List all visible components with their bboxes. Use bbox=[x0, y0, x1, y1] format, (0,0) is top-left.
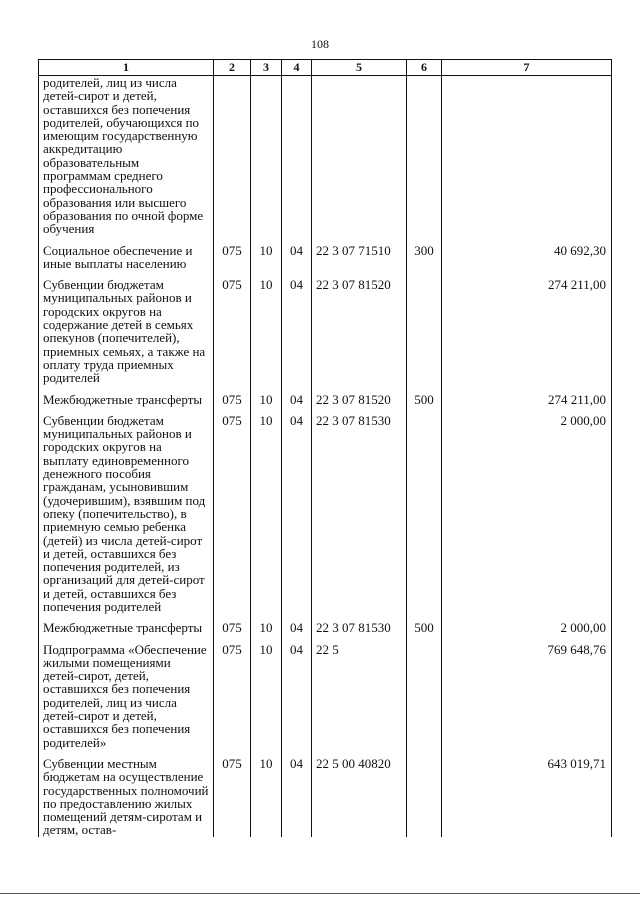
table-row bbox=[39, 385, 612, 406]
row-ministry-code: 075 bbox=[214, 613, 251, 634]
row-amount: 40 692,30 bbox=[442, 236, 612, 271]
row-name: Межбюджетные трансферты bbox=[39, 385, 214, 406]
row-expense-type: 500 bbox=[407, 385, 442, 406]
row-subsection: 04 bbox=[282, 406, 312, 613]
row-amount: 2 000,00 bbox=[442, 613, 612, 634]
row-amount: 769 648,76 bbox=[442, 635, 612, 749]
row-ministry-code: 075 bbox=[214, 236, 251, 271]
row-section bbox=[251, 76, 282, 236]
row-expense-type: 500 bbox=[407, 613, 442, 634]
budget-table bbox=[38, 59, 612, 837]
row-section: 10 bbox=[251, 613, 282, 634]
row-subsection: 04 bbox=[282, 749, 312, 837]
row-target-article: 22 3 07 71510 bbox=[312, 236, 407, 271]
page-number: 108 bbox=[311, 37, 329, 51]
row-subsection: 04 bbox=[282, 270, 312, 384]
row-amount bbox=[442, 76, 612, 236]
row-expense-type bbox=[407, 76, 442, 236]
row-ministry-code: 075 bbox=[214, 749, 251, 837]
row-ministry-code: 075 bbox=[214, 406, 251, 613]
row-name: родителей, лиц из числа детей-сирот и детей, оставшихся без попечения родителей, обучающихся по имеющим государственную аккредитацию образовательным программам среднего профессионального образования или высшего образования по очной форме обучения bbox=[39, 76, 214, 236]
table-row bbox=[39, 635, 612, 749]
row-section: 10 bbox=[251, 236, 282, 271]
row-name: Социальное обеспечение и иные выплаты населению bbox=[39, 236, 214, 271]
row-subsection bbox=[282, 76, 312, 236]
table-row bbox=[39, 406, 612, 613]
row-target-article: 22 3 07 81530 bbox=[312, 406, 407, 613]
row-subsection: 04 bbox=[282, 236, 312, 271]
row-subsection: 04 bbox=[282, 385, 312, 406]
table-row bbox=[39, 613, 612, 634]
row-expense-type bbox=[407, 749, 442, 837]
table-row bbox=[39, 236, 612, 271]
row-target-article: 22 3 07 81520 bbox=[312, 385, 407, 406]
row-amount: 643 019,71 bbox=[442, 749, 612, 837]
column-header-5: 5 bbox=[312, 60, 407, 76]
row-section: 10 bbox=[251, 270, 282, 384]
row-target-article: 22 3 07 81530 bbox=[312, 613, 407, 634]
row-expense-type bbox=[407, 635, 442, 749]
column-header-4: 4 bbox=[282, 60, 312, 76]
row-ministry-code: 075 bbox=[214, 270, 251, 384]
table-row bbox=[39, 270, 612, 384]
row-name: Субвенции бюджетам муниципальных районов и городских округов на содержание детей в семьях опекунов (попечителей), приемных семьях, а также на оплату труда приемных родителей bbox=[39, 270, 214, 384]
row-section: 10 bbox=[251, 406, 282, 613]
row-amount: 274 211,00 bbox=[442, 270, 612, 384]
row-section: 10 bbox=[251, 385, 282, 406]
row-expense-type: 300 bbox=[407, 236, 442, 271]
table-row bbox=[39, 749, 612, 837]
row-amount: 274 211,00 bbox=[442, 385, 612, 406]
column-header-3: 3 bbox=[251, 60, 282, 76]
column-header-7: 7 bbox=[442, 60, 612, 76]
row-name: Межбюджетные трансферты bbox=[39, 613, 214, 634]
row-ministry-code: 075 bbox=[214, 385, 251, 406]
row-name: Субвенции бюджетам муниципальных районов и городских округов на выплату единовременного денежного пособия гражданам, усыновившим (удочерившим), взявшим под опеку (попечительство), в приемную семью ребенка (детей) из числа детей-сирот и детей, оставшихся без попечения родителей, из организаций для детей-сирот и детей, оставшихся без попечения родителей bbox=[39, 406, 214, 613]
row-target-article bbox=[312, 76, 407, 236]
header-row bbox=[39, 60, 612, 76]
row-ministry-code bbox=[214, 76, 251, 236]
row-target-article: 22 3 07 81520 bbox=[312, 270, 407, 384]
row-expense-type bbox=[407, 270, 442, 384]
column-header-6: 6 bbox=[407, 60, 442, 76]
row-section: 10 bbox=[251, 749, 282, 837]
row-target-article: 22 5 bbox=[312, 635, 407, 749]
column-header-1: 1 bbox=[39, 60, 214, 76]
row-subsection: 04 bbox=[282, 613, 312, 634]
row-ministry-code: 075 bbox=[214, 635, 251, 749]
row-name: Субвенции местным бюджетам на осуществление государственных полномочий по предоставлению жилых помещений детям-сиротам и детям, остав- bbox=[39, 749, 214, 837]
row-expense-type bbox=[407, 406, 442, 613]
page-bottom-rule bbox=[0, 893, 640, 894]
column-header-2: 2 bbox=[214, 60, 251, 76]
row-target-article: 22 5 00 40820 bbox=[312, 749, 407, 837]
row-amount: 2 000,00 bbox=[442, 406, 612, 613]
row-subsection: 04 bbox=[282, 635, 312, 749]
row-name: Подпрограмма «Обеспечение жилыми помещениями детей-сирот, детей, оставшихся без попечения родителей, лиц из числа детей-сирот и детей, оставшихся без попечения родителей» bbox=[39, 635, 214, 749]
row-section: 10 bbox=[251, 635, 282, 749]
table-row bbox=[39, 76, 612, 236]
